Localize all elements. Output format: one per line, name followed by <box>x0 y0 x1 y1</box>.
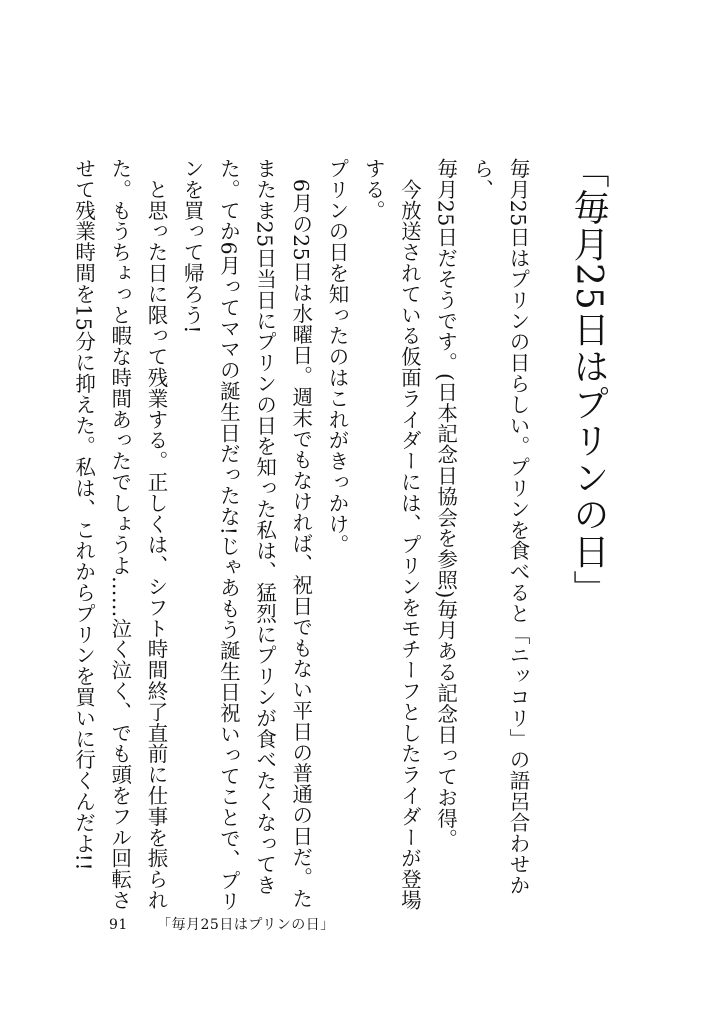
paragraph: 6月の25日は水曜日。週末でもなければ、祝日でもない平日の普通の日だ。たまたま25日当日にプリンの日を知った私は、猛烈にプリンが食べたくなってきた。てか6月ってママの誕生日だったな!じゃあもう誕生日祝いってことで、プリンを買って帰ろう! <box>180 158 313 912</box>
page-number: 91 <box>109 917 128 933</box>
chapter-title: 「毎月25日はプリンの日」 <box>568 152 609 607</box>
paragraph: 今放送されている仮面ライダーには、プリンをモチーフとしたライダーが登場する。 <box>361 158 422 911</box>
paragraph: プリンの日を知ったのはこれがきっかけ。 <box>324 158 349 556</box>
running-title: 「毎月25日はプリンの日」 <box>157 917 335 933</box>
paragraph: 毎月25日はプリンの日らしい。プリンを食べると「ニッコリ」の語呂合わせから、 <box>469 158 530 896</box>
paragraph: 毎月25日だそうです。(日本記念日協会を参照)毎月ある記念日ってお得。 <box>433 158 458 850</box>
paragraph: と思った日に限って残業する。正しくは、シフト時間終了直前に仕事を振られた。もうちょっと暇な時間あったでしょうよ……泣く泣く、でも頭をフル回転させて残業時間を15分に抑えた。私は、これからプリンを買いに行くんだよ!! <box>71 158 168 911</box>
body-text <box>65 158 536 918</box>
page-footer <box>109 914 335 934</box>
